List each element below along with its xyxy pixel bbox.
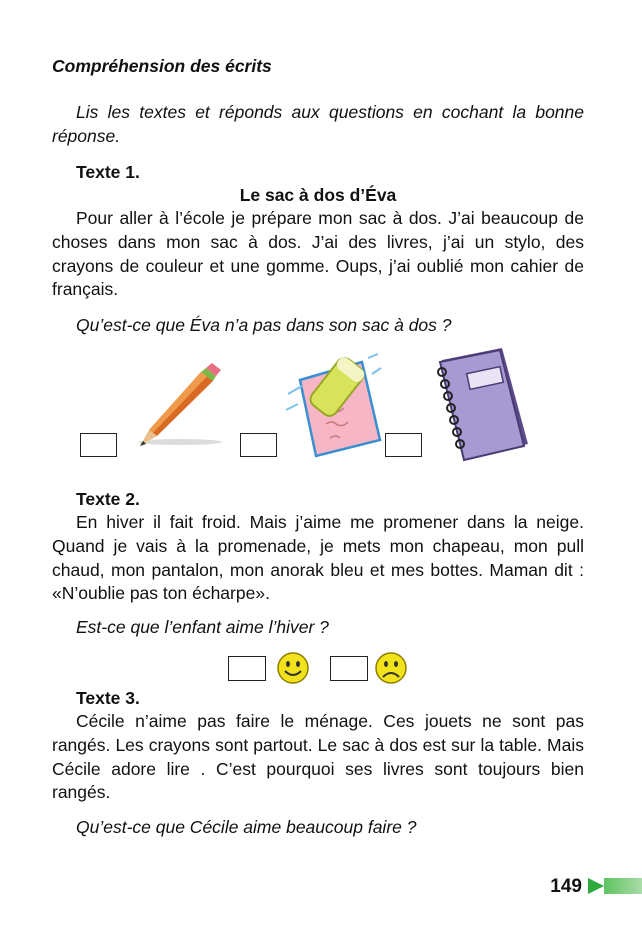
section-heading: Compréhension des écrits [52, 56, 272, 76]
text3-question: Qu’est-ce que Cécile aime beaucoup faire ? [76, 817, 417, 837]
notebook-icon [424, 346, 532, 467]
answer-checkbox-eraser[interactable] [240, 433, 277, 457]
answer-checkbox-pencil[interactable] [80, 433, 117, 457]
text3-body: Cécile n’aime pas faire le ménage. Ces jouets ne sont pas rangés. Les crayons sont partout. Le sac à dos est sur la table. Mais Cécile adore lire . C’est pourquoi ses livres sont toujours bien rangés. [52, 711, 584, 803]
text2-question: Est-ce que l’enfant aime l’hiver ? [76, 617, 329, 637]
answer-checkbox-notebook[interactable] [385, 433, 422, 457]
eraser-icon [282, 350, 382, 463]
smiley-happy-icon [276, 651, 310, 690]
text3-label: Texte 3. [76, 688, 140, 708]
text1-label: Texte 1. [76, 162, 140, 182]
page-number: 149 [550, 876, 582, 897]
pencil-icon [135, 362, 225, 453]
answer-checkbox-happy[interactable] [228, 656, 266, 681]
text2-label: Texte 2. [76, 489, 140, 509]
text1-title: Le sac à dos d’Éva [239, 185, 397, 205]
page-marker-arrow-icon [588, 878, 604, 899]
text1-question: Qu’est-ce que Éva n’a pas dans son sac à dos ? [76, 315, 452, 335]
answer-checkbox-sad[interactable] [330, 656, 368, 681]
instruction-text: Lis les textes et réponds aux questions en cochant la bonne réponse. [52, 102, 584, 146]
text2-body: En hiver il fait froid. Mais j’aime me promener dans la neige. Quand je vais à la promenade, je mets mon chapeau, mon pull chaud, mon pantalon, mon anorak bleu et mes bottes. Maman dit : «N’oublie pas ton écharpe». [52, 512, 584, 604]
text1-body: Pour aller à l’école je prépare mon sac à dos. J’ai beaucoup de choses dans mon sac à dos. J’ai des livres, j’ai un stylo, des crayons de couleur et une gomme. Oups, j’ai oublié mon cahier de français. [52, 208, 584, 300]
page-marker-bar [604, 878, 642, 894]
smiley-sad-icon [374, 651, 408, 690]
